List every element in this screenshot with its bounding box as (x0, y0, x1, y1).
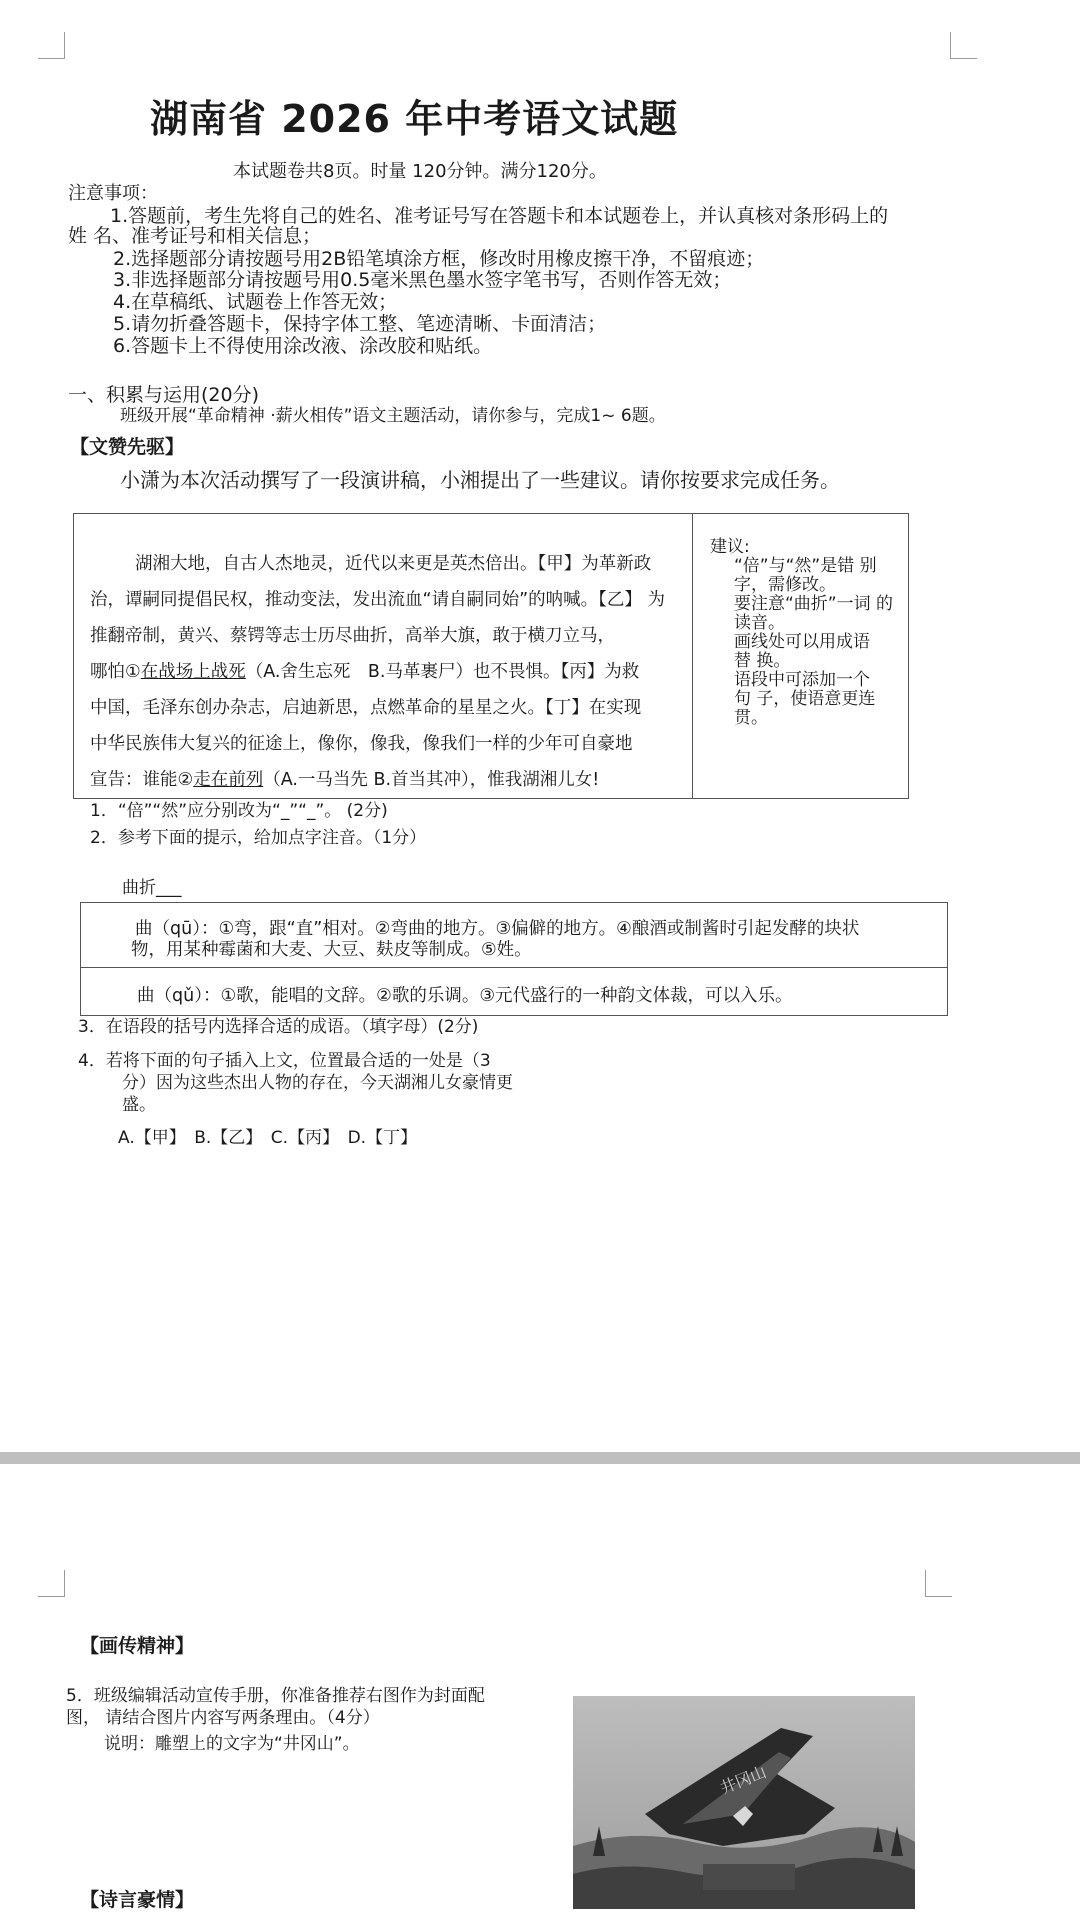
question-4-cont: 盛。 (122, 1095, 156, 1115)
suggestion-line: “倍”与“然”是错 别 (734, 556, 877, 576)
question-5: 5．班级编辑活动宣传手册，你准备推荐右图作为封面配 (66, 1686, 485, 1706)
suggestion-line: 贯。 (734, 708, 768, 728)
question-2: 2．参考下面的提示，给加点字注音。（1分） (90, 828, 427, 848)
notice-item: 姓 名、准考证号和相关信息； (68, 225, 322, 247)
notice-item: 4.在草稿纸、试题卷上作答无效； (113, 291, 398, 313)
suggestion-line: 句 子，使语意更连 (734, 689, 876, 709)
suggestions-column (710, 538, 900, 728)
suggestion-line: 替 换。 (734, 651, 791, 671)
suggestions-label: 建议: (710, 537, 750, 557)
crop-mark-top-left (38, 1570, 65, 1597)
crop-mark-top-right (925, 1570, 952, 1597)
section-intro: 班级开展“革命精神 ·薪火相传”语文主题活动，请你参与，完成1~ 6题。 (120, 406, 666, 426)
suggestion-line: 语段中可添加一个 (734, 670, 870, 690)
speech-line: 中华民族伟大复兴的征途上，像你，像我，像我们一样的少年可自豪地 (90, 734, 633, 754)
speech-line (90, 654, 685, 690)
dict-entry-line: 物，用某种霉菌和大麦、大豆、麸皮等制成。⑤姓。 (131, 940, 532, 960)
suggestion-line: 读音。 (734, 613, 785, 633)
speech-line (90, 762, 685, 798)
suggestion-line: 要注意“曲折”一词 的 (734, 594, 894, 614)
notice-item: 2.选择题部分请按题号用2B铅笔填涂方框，修改时用橡皮擦干净，不留痕迹； (113, 248, 765, 270)
sub-heading: 【画传精神】 (80, 1635, 195, 1657)
table-divider (81, 967, 947, 968)
document-title: 湖南省 2026 年中考语文试题 (150, 97, 679, 141)
section-heading: 一、积累与运用(20分) (68, 384, 260, 406)
sculpture-inscription: 井冈山 (717, 1762, 770, 1798)
question-4-cont: 分）因为这些杰出人物的存在，今天湖湘儿女豪情更 (122, 1073, 513, 1093)
question-4-options: A.【甲】 B.【乙】 C.【丙】 D.【丁】 (118, 1128, 418, 1148)
question-5-note: 说明：雕塑上的文字为“井冈山”。 (104, 1734, 360, 1754)
speech-text-segment: （A.舍生忘死 B.马革裹尸）也不畏惧。【丙】为救 (245, 662, 640, 682)
question-3: 3．在语段的括号内选择合适的成语。（填字母）(2分) (78, 1017, 479, 1037)
dictionary-table (80, 902, 948, 1016)
sub-heading: 【诗言豪情】 (80, 1889, 195, 1911)
notice-item: 3.非选择题部分请按题号用0.5毫米黑色墨水签字笔书写，否则作答无效； (113, 269, 732, 291)
task-text: 小潇为本次活动撰写了一段演讲稿，小湘提出了一些建议。请你按要求完成任务。 (120, 468, 840, 492)
underlined-phrase: 在战场上战死 (140, 662, 246, 682)
notice-item: 6.答题卡上不得使用涂改液、涂改胶和贴纸。 (113, 335, 493, 357)
crop-mark-top-right (950, 32, 977, 59)
speech-text (90, 546, 685, 798)
underlined-phrase: 走在前列 (193, 770, 264, 790)
speech-line: 湖湘大地，自古人杰地灵，近代以来更是英杰倍出。【甲】为革新政 (135, 554, 652, 574)
crop-mark-top-left (38, 32, 65, 59)
sub-heading: 【文赞先驱】 (70, 436, 185, 458)
table-divider (692, 514, 693, 798)
speech-text-segment: （A.一马当先 B.首当其冲），惟我湖湘儿女! (263, 770, 600, 790)
dict-entry-line: 曲（qū）：①弯，跟“直”相对。②弯曲的地方。③偏僻的地方。④酿酒或制酱时引起发酵的块状 (135, 919, 860, 939)
speech-line: 中国，毛泽东创办杂志，启迪新思，点燃革命的星星之火。【丁】在实现 (90, 698, 642, 718)
suggestion-line: 字，需修改。 (734, 575, 836, 595)
speech-table (73, 513, 909, 799)
page-separator (0, 1452, 1080, 1464)
sculpture-photo-image (573, 1696, 915, 1909)
question-4: 4．若将下面的句子插入上文，位置最合适的一处是（3 (78, 1051, 491, 1071)
speech-line: 推翻帝制，黄兴、蔡锷等志士历尽曲折，高举大旗，敢于横刀立马， (90, 626, 615, 646)
speech-text-segment: 宣告：谁能② (90, 770, 194, 790)
notice-item: 5.请勿折叠答题卡，保持字体工整、笔迹清晰、卡面清洁； (113, 313, 607, 335)
dict-entry-line: 曲（qǔ）：①歌，能唱的文辞。②歌的乐调。③元代盛行的一种韵文体裁，可以入乐。 (137, 986, 793, 1006)
exam-info: 本试题卷共8页。时量 120分钟。满分120分。 (233, 161, 607, 182)
question-5-cont: 图， 请结合图片内容写两条理由。（4分） (66, 1708, 380, 1728)
speech-line: 治，谭嗣同提倡民权，推动变法，发出流血“请自嗣同始”的呐喊。【乙】 为 (90, 590, 665, 610)
speech-text-segment: 哪怕① (90, 662, 141, 682)
notice-item: 1.答题前，考生先将自己的姓名、准考证号写在答题卡和本试题卷上，并认真核对条形码上的 (110, 205, 889, 227)
quzhe-word: 曲折___ (122, 878, 182, 898)
sculpture-photo (573, 1696, 915, 1909)
notice-heading: 注意事项： (68, 183, 158, 204)
question-1: 1．“倍”“然”应分别改为“_”“_”。 (2分) (90, 801, 388, 821)
suggestion-line: 画线处可以用成语 (734, 632, 870, 652)
